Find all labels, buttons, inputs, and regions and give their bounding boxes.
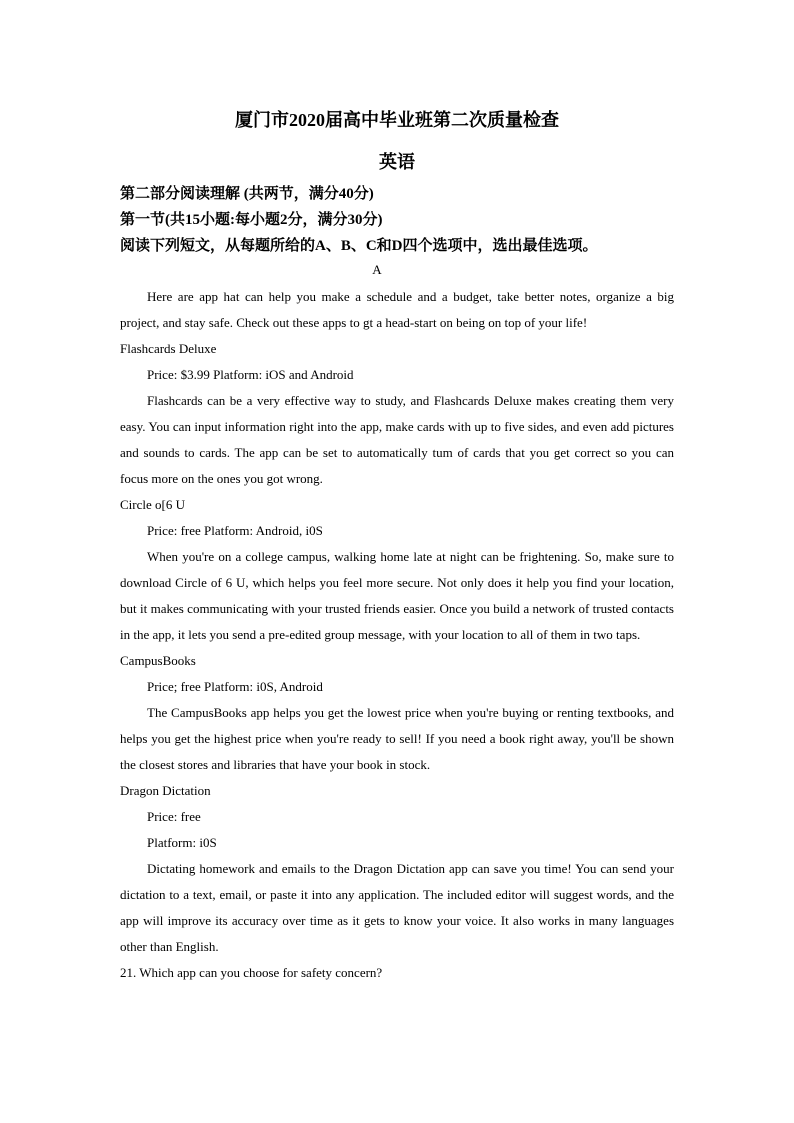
app-description: Dictating homework and emails to the Dragon Dictation app can save you time! You can send your dictation to a text, email, or paste it into any application. The included editor will suggest words, and the app will improve its accuracy over time as it gets to know your voice. It also works in many languages other than English. (120, 861, 674, 954)
exam-title: 厦门市2020届高中毕业班第二次质量检查 (235, 110, 559, 130)
app-name: Flashcards Deluxe (120, 341, 217, 356)
question-21: 21. Which app can you choose for safety concern? (120, 965, 383, 980)
app-name: Circle o[6 U (120, 497, 185, 512)
app-meta: Price: free (147, 809, 201, 824)
app-name: CampusBooks (120, 653, 196, 668)
app-description: When you're on a college campus, walking home late at night can be frightening. So, make sure to download Circle of 6 U, which helps you feel more secure. Not only does it help you find your location, but it makes communicating with your trusted friends easier. Once you build a network of trusted contacts in the app, it lets you send a pre-edited group message, with your location to all of them in two taps. (120, 549, 674, 642)
reading-instruction: 阅读下列短文，从每题所给的A、B、C和D四个选项中，选出最佳选项。 (120, 238, 598, 254)
passage-body (120, 284, 674, 986)
app-name: Dragon Dictation (120, 783, 211, 798)
app-description: The CampusBooks app helps you get the lowest price when you're buying or renting textbooks, and helps you get the highest price when you're ready to sell! If you need a book right away, you'll be shown the closest stores and libraries that have your book in stock. (120, 705, 674, 772)
app-meta: Price: $3.99 Platform: iOS and Android (147, 367, 354, 382)
passage-letter: A (372, 262, 382, 277)
app-meta: Price: free Platform: Android, i0S (147, 523, 323, 538)
app-description: Flashcards can be a very effective way to study, and Flashcards Deluxe makes creating them very easy. You can input information right into the app, make cards with up to five sides, and even add pictures and sounds to cards. The app can be set to automatically tum of cards that you get correct so you can focus more on the ones you got wrong. (120, 393, 674, 486)
subject-title: 英语 (379, 152, 415, 172)
passage-intro: Here are app hat can help you make a schedule and a budget, take better notes, organize a big project, and stay safe. Check out these apps to gt a head-start on being on top of your life! (120, 289, 674, 330)
section-one-heading: 第一节(共15小题:每小题2分，满分30分) (120, 212, 383, 228)
section-part-heading: 第二部分阅读理解 (共两节，满分40分) (120, 186, 374, 202)
app-meta: Platform: i0S (147, 835, 217, 850)
app-meta: Price; free Platform: i0S, Android (147, 679, 323, 694)
